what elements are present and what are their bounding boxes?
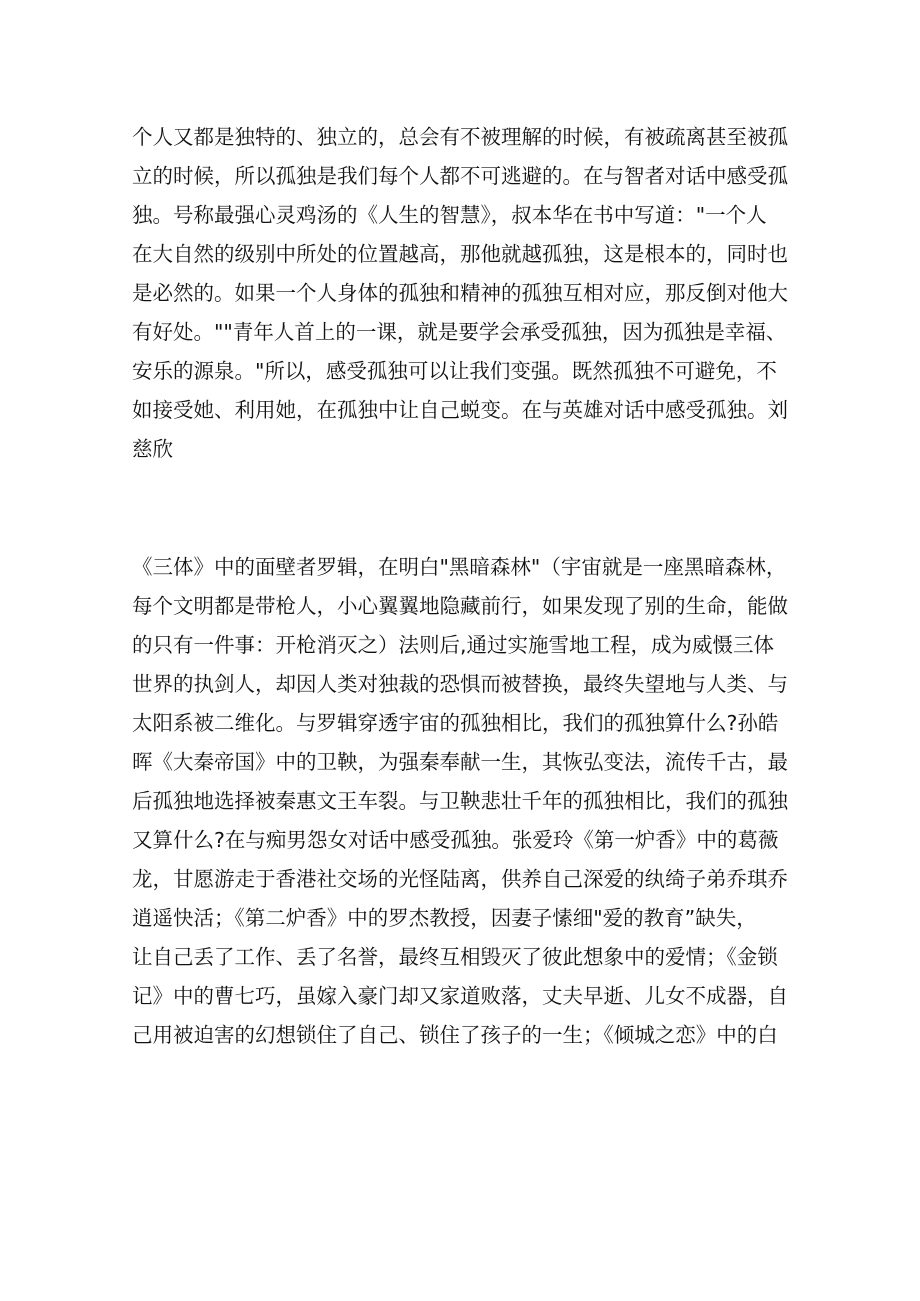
- text-line: 每个文明都是带枪人，小心翼翼地隐藏前行，如果发现了别的生命，能做: [132, 594, 788, 618]
- text-line: 有好处。""青年人首上的一课，就是要学会承受孤独，因为孤独是幸福、: [132, 320, 787, 344]
- text-line: 又算什么?在与痴男怨女对话中感受孤独。张爱玲《第一炉香》中的葛薇: [132, 828, 779, 852]
- text-line: 的只有一件事：开枪消灭之）法则后,通过实施雪地工程，成为威慑三体: [132, 633, 775, 657]
- text-line: 晖《大秦帝国》中的卫鞅，为强秦奉献一生，其恢弘变法，流传千古，最: [132, 750, 788, 774]
- text-line: 《三体》中的面壁者罗辑，在明白"黑暗森林"（宇宙就是一座黑暗森林，: [132, 555, 787, 579]
- paragraph-2: [132, 548, 792, 1055]
- text-line: 个人又都是独特的、独立的，总会有不被理解的时候，有被疏离甚至被孤: [132, 125, 788, 149]
- text-line: 让自己丢了工作、丢了名誉，最终互相毁灭了彼此想象中的爱情；《金锁: [132, 945, 778, 969]
- text-line: 独。号称最强心灵鸡汤的《人生的智慧》，叔本华在书中写道："一个人: [132, 203, 767, 227]
- text-line: 逍遥快活；《第二炉香》中的罗杰教授，因妻子愫细"爱的教育”缺失，: [132, 906, 757, 930]
- text-line: 立的时候，所以孤独是我们每个人都不可逃避的。在与智者对话中感受孤: [132, 164, 788, 188]
- text-line: 太阳系被二维化。与罗辑穿透宇宙的孤独相比，我们的孤独算什么?孙皓: [132, 711, 779, 735]
- text-line: 在大自然的级别中所处的位置越高，那他就越孤独，这是根本的，同时也: [132, 242, 788, 266]
- paragraph-1: [132, 118, 792, 469]
- text-line: 记》中的曹七巧，虽嫁入豪门却又家道败落，丈夫早逝、儿女不成器，自: [132, 984, 788, 1008]
- text-line: 是必然的。如果一个人身体的孤独和精神的孤独互相对应，那反倒对他大: [132, 281, 788, 305]
- text-line: 如接受她、利用她，在孤独中让自己蜕变。在与英雄对话中感受孤独。刘: [132, 398, 788, 422]
- text-line: 己用被迫害的幻想锁住了自己、锁住了孩子的一生；《倾城之恋》中的白: [132, 1023, 778, 1047]
- text-line: 后孤独地选择被秦惠文王车裂。与卫鞅悲壮千年的孤独相比，我们的孤独: [132, 789, 788, 813]
- text-line: 龙，甘愿游走于香港社交场的光怪陆离，供养自己深爱的纨绮子弟乔琪乔: [132, 867, 788, 891]
- text-line: 慈欣: [132, 437, 173, 461]
- text-line: 世界的执剑人，却因人类对独裁的恐惧而被替换，最终失望地与人类、与: [132, 672, 788, 696]
- text-line: 安乐的源泉。"所以，感受孤独可以让我们变强。既然孤独不可避免，不: [132, 359, 777, 383]
